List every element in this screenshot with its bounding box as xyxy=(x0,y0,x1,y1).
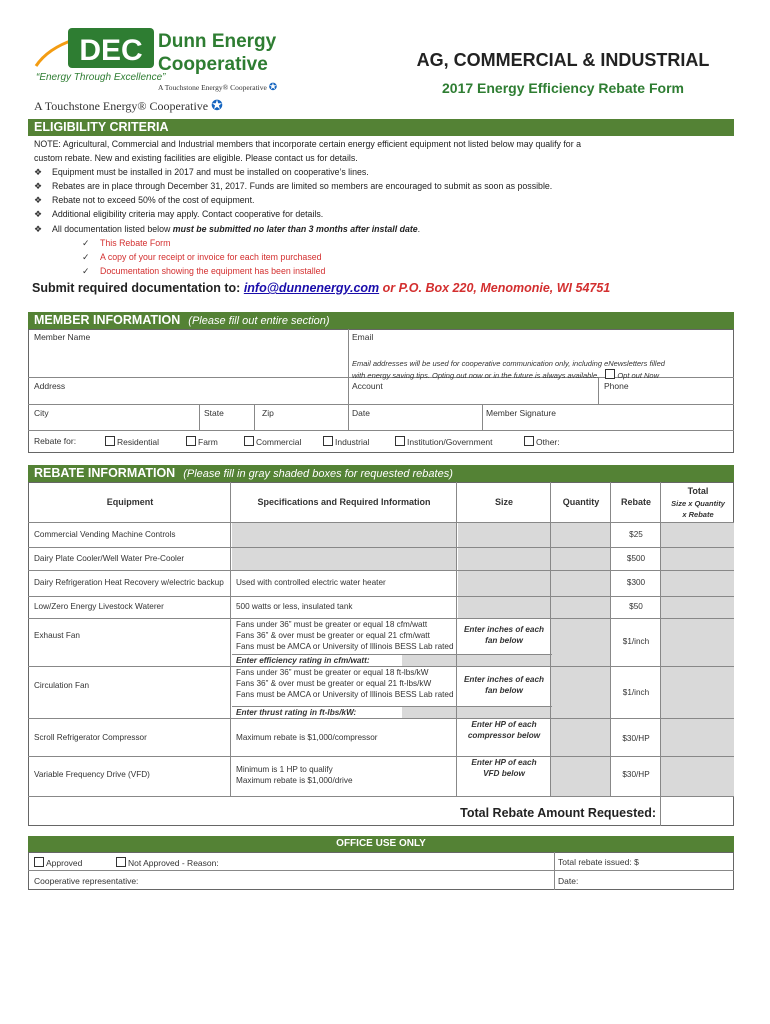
option-label: Commercial xyxy=(256,437,302,447)
row-spec: 500 watts or less, insulated tank xyxy=(236,602,353,611)
option-other[interactable] xyxy=(524,436,560,447)
other-checkbox[interactable] xyxy=(524,436,534,446)
col-total-sub2: x Rebate xyxy=(682,510,714,519)
eligibility-heading xyxy=(28,119,734,136)
industrial-checkbox[interactable] xyxy=(323,436,333,446)
scroll-size-note1: Enter HP of each xyxy=(471,720,537,729)
doc-check-item xyxy=(34,264,734,278)
exhaust-rebate: $1/inch xyxy=(622,637,650,646)
exhaust-rating-fill[interactable] xyxy=(402,654,552,666)
option-label: Farm xyxy=(198,437,218,447)
option-label: Institution/Government xyxy=(407,437,493,447)
form-title: AG, COMMERCIAL & INDUSTRIAL xyxy=(416,50,710,70)
col-total-sub1: Size x Quantity xyxy=(671,499,725,508)
bullet-text: All documentation listed below xyxy=(52,223,173,234)
option-label: Other: xyxy=(536,437,560,447)
approved-option[interactable] xyxy=(34,857,82,868)
opt-out-checkbox[interactable] xyxy=(605,369,615,379)
row-equipment: Dairy Plate Cooler/Well Water Pre-Cooler xyxy=(34,554,185,563)
diamond-bullet-icon: ❖ xyxy=(34,167,42,178)
not-approved-checkbox[interactable] xyxy=(116,857,126,867)
email-note-line1: Email addresses will be used for cooperative communication only, including eNewsletters filled xyxy=(352,359,665,368)
zip-label: Zip xyxy=(262,408,274,418)
circulation-spec3: Fans must be AMCA or University of Illinois BESS Lab rated xyxy=(236,690,454,699)
slogan: “Energy Through Excellence” xyxy=(36,72,166,83)
email-label: Email xyxy=(352,332,374,342)
email-input[interactable] xyxy=(352,343,734,359)
circulation-rating-fill[interactable] xyxy=(402,706,552,718)
farm-checkbox[interactable] xyxy=(186,436,196,446)
residential-checkbox[interactable] xyxy=(105,436,115,446)
checkmark-icon: ✓ xyxy=(82,265,90,276)
option-label: Industrial xyxy=(335,437,370,447)
rebate-heading xyxy=(28,465,734,482)
vending-spec-fill[interactable] xyxy=(232,522,456,547)
doc-check-item xyxy=(34,250,734,264)
option-farm[interactable] xyxy=(186,436,218,447)
eligibility-bullet xyxy=(34,193,734,207)
total-issued-label: Total rebate issued: $ xyxy=(558,857,639,867)
circulation-spec1: Fans under 36” must be greater or equal 18 ft-lbs/kW xyxy=(236,668,429,677)
address-label: Address xyxy=(34,381,66,391)
vfd-size-note1: Enter HP of each xyxy=(471,758,537,767)
submit-email-link[interactable]: info@dunnenergy.com xyxy=(243,281,380,295)
total-rebate-label: Total Rebate Amount Requested: xyxy=(460,806,656,820)
col-total: Total xyxy=(687,486,709,496)
member-name-label: Member Name xyxy=(34,332,91,342)
city-label: City xyxy=(34,408,49,418)
scroll-spec: Maximum rebate is $1,000/compressor xyxy=(236,733,378,742)
submit-address: or P.O. Box 220, Menomonie, WI 54751 xyxy=(379,281,611,295)
logo-letters: DEC xyxy=(79,34,143,67)
plate-cooler-spec-fill[interactable] xyxy=(232,547,456,570)
vfd-size-note2: VFD below xyxy=(483,769,525,778)
option-industrial[interactable] xyxy=(323,436,370,447)
member-heading-label: MEMBER INFORMATION xyxy=(34,313,181,327)
exhaust-size-note2: fan below xyxy=(485,636,523,645)
touchstone-small-label: A Touchstone Energy® Cooperative xyxy=(158,83,267,92)
touchstone-big-label: A Touchstone Energy® Cooperative xyxy=(34,99,209,113)
touchstone-small-text xyxy=(158,82,277,93)
circulation-rebate: $1/inch xyxy=(622,688,650,697)
exhaust-spec3: Fans must be AMCA or University of Illinois BESS Lab rated xyxy=(236,642,454,651)
col-specs: Specifications and Required Information xyxy=(257,497,431,507)
option-institution[interactable] xyxy=(395,436,493,447)
eligibility-body xyxy=(34,137,734,278)
commercial-checkbox[interactable] xyxy=(244,436,254,446)
state-label: State xyxy=(204,408,224,418)
row-rebate: $300 xyxy=(626,578,646,587)
size-fill-1[interactable] xyxy=(458,522,610,570)
option-label: Residential xyxy=(117,437,160,447)
option-commercial[interactable] xyxy=(244,436,301,447)
vfd-spec2: Maximum rebate is $1,000/drive xyxy=(236,776,353,785)
phone-label: Phone xyxy=(604,381,629,391)
check-text: A copy of your receipt or invoice for each item purchased xyxy=(100,251,322,262)
email-note-text: with energy saving tips. Opting out now or in the future is always available. xyxy=(352,371,600,380)
row-equipment: Commercial Vending Machine Controls xyxy=(34,530,176,539)
submit-prefix: Submit required documentation to: xyxy=(32,281,244,295)
eligibility-note-line2: custom rebate. New and existing facilities are eligible. Please contact us for details. xyxy=(34,153,358,164)
row-rebate: $500 xyxy=(626,554,646,563)
circulation-equipment: Circulation Fan xyxy=(34,681,90,690)
scroll-equipment: Scroll Refrigerator Compressor xyxy=(34,733,147,742)
row-spec: Used with controlled electric water heater xyxy=(236,578,386,587)
exhaust-enter-rating: Enter efficiency rating in cfm/watt: xyxy=(236,656,370,665)
total-column-fill[interactable] xyxy=(660,522,734,796)
scroll-rebate: $30/HP xyxy=(622,734,650,743)
size-fill-2[interactable] xyxy=(458,570,610,596)
rebate-heading-label: REBATE INFORMATION xyxy=(34,466,176,480)
exhaust-equipment: Exhaust Fan xyxy=(34,631,80,640)
check-text: This Rebate Form xyxy=(100,237,171,248)
col-rebate: Rebate xyxy=(620,497,651,507)
opt-out-label: Opt out Now xyxy=(617,371,659,380)
size-fill-3[interactable] xyxy=(458,596,610,618)
eligibility-bullet xyxy=(34,179,734,193)
bullet-emphasis: must be submitted no later than 3 months after install date xyxy=(172,223,418,234)
option-residential[interactable] xyxy=(105,436,159,447)
rep-label: Cooperative representative: xyxy=(34,876,139,886)
quantity-fill-lower[interactable] xyxy=(550,618,610,796)
diamond-bullet-icon: ❖ xyxy=(34,195,42,206)
eligibility-bullet xyxy=(34,222,734,236)
signature-label: Member Signature xyxy=(486,408,556,418)
not-approved-label: Not Approved - Reason: xyxy=(128,858,219,868)
coop-name-line2: Cooperative xyxy=(158,54,268,75)
circulation-enter-rating: Enter thrust rating in ft-lbs/kW: xyxy=(236,708,357,717)
office-date-label: Date: xyxy=(558,876,579,886)
touchstone-figures-icon: ✪ xyxy=(268,82,278,93)
date-label: Date xyxy=(352,408,370,418)
circulation-size-note1: Enter inches of each xyxy=(463,675,545,684)
bullet-period: . xyxy=(417,223,421,234)
exhaust-spec2: Fans 36” & over must be greater or equal 21 cfm/watt xyxy=(236,631,430,640)
scroll-size-note2: compressor below xyxy=(467,731,541,740)
row-rebate: $25 xyxy=(629,530,643,539)
office-heading-label: OFFICE USE ONLY xyxy=(336,838,426,849)
eligibility-note-line1: NOTE: Agricultural, Commercial and Industrial members that incorporate certain energy efficient equipment not listed below may qualify for a xyxy=(34,139,581,149)
diamond-bullet-icon: ❖ xyxy=(34,223,42,234)
approved-checkbox[interactable] xyxy=(34,857,44,867)
eligibility-bullet xyxy=(34,207,734,221)
doc-check-item xyxy=(34,236,734,250)
diamond-bullet-icon: ❖ xyxy=(34,181,42,192)
col-size: Size xyxy=(494,497,513,507)
rebate-heading-note: (Please fill in gray shaded boxes for requested rebates) xyxy=(183,468,453,480)
submit-line xyxy=(32,281,610,295)
row-rebate: $50 xyxy=(629,602,643,611)
vfd-equipment: Variable Frequency Drive (VFD) xyxy=(34,770,150,779)
bullet-text: Additional eligibility criteria may apply. Contact cooperative for details. xyxy=(52,209,324,220)
col-equipment: Equipment xyxy=(106,497,154,507)
coop-name-line1: Dunn Energy xyxy=(158,31,277,52)
eligibility-heading-label: ELIGIBILITY CRITERIA xyxy=(34,120,169,134)
checkmark-icon: ✓ xyxy=(82,251,90,262)
circulation-spec2: Fans 36” & over must be greater or equal 21 ft-lbs/kW xyxy=(236,679,432,688)
bullet-text: Equipment must be installed in 2017 and must be installed on cooperative’s lines. xyxy=(52,167,369,178)
rebate-for-label: Rebate for: xyxy=(34,436,77,446)
not-approved-option[interactable] xyxy=(116,857,219,868)
col-quantity: Quantity xyxy=(562,497,600,507)
member-heading-note: (Please fill out entire section) xyxy=(188,315,330,327)
institution-checkbox[interactable] xyxy=(395,436,405,446)
bullet-text: Rebate not to exceed 50% of the cost of equipment. xyxy=(52,195,255,206)
check-text: Documentation showing the equipment has been installed xyxy=(100,265,326,276)
checkmark-icon: ✓ xyxy=(82,237,90,248)
touchstone-figures-icon-large: ✪ xyxy=(211,99,223,114)
member-heading xyxy=(28,312,734,329)
total-rebate-input[interactable] xyxy=(664,800,734,824)
approved-label: Approved xyxy=(46,858,83,868)
eligibility-bullet xyxy=(34,165,734,179)
row-equipment: Low/Zero Energy Livestock Waterer xyxy=(34,602,164,611)
touchstone-big-text xyxy=(34,98,223,115)
vfd-rebate: $30/HP xyxy=(622,770,650,779)
office-heading xyxy=(28,836,734,852)
coop-name xyxy=(158,30,276,76)
exhaust-spec1: Fans under 36” must be greater or equal 18 cfm/watt xyxy=(236,620,428,629)
circulation-size-note2: fan below xyxy=(485,686,523,695)
bullet-text: Rebates are in place through December 31, 2017. Funds are limited so members are encouraged to submit as soon as possible. xyxy=(52,181,553,192)
account-label: Account xyxy=(352,381,383,391)
email-note-line2 xyxy=(352,369,659,380)
vfd-spec1: Minimum is 1 HP to qualify xyxy=(236,765,333,774)
member-name-input[interactable] xyxy=(32,344,348,376)
row-equipment: Dairy Refrigeration Heat Recovery w/electric backup xyxy=(34,578,224,587)
exhaust-size-note1: Enter inches of each xyxy=(463,625,545,634)
diamond-bullet-icon: ❖ xyxy=(34,209,42,220)
form-subtitle: 2017 Energy Efficiency Rebate Form xyxy=(442,80,684,96)
